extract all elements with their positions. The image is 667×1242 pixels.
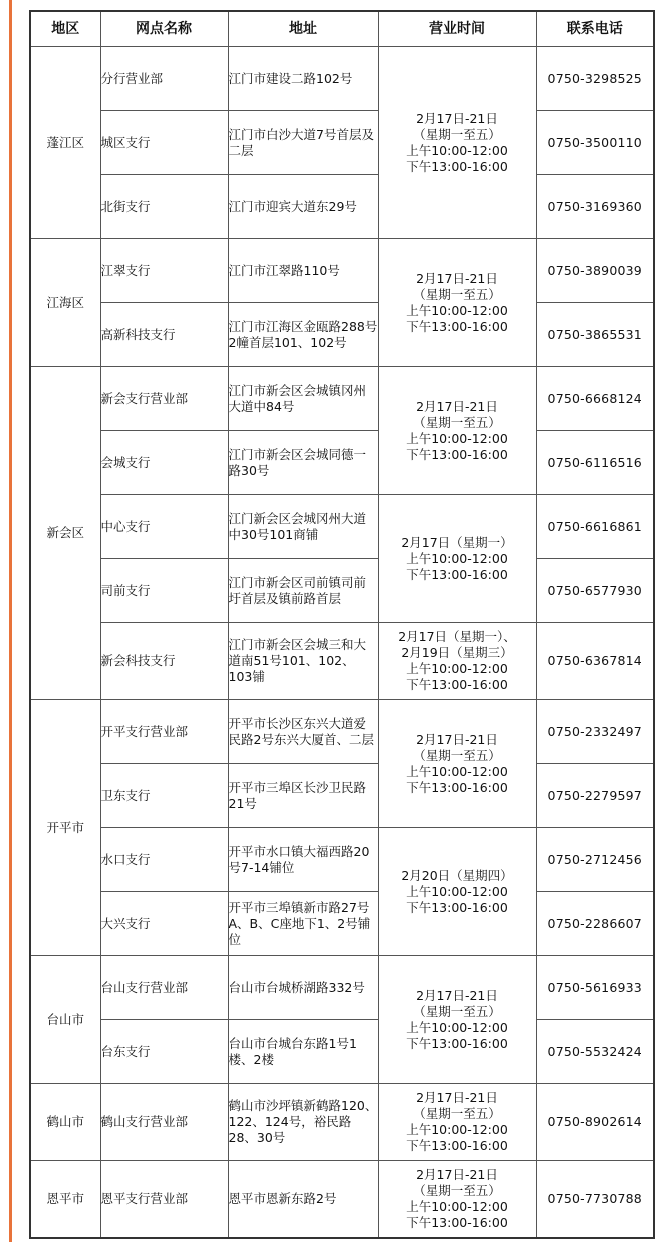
phone-number: 0750-5616933 [536, 956, 654, 1020]
branch-address: 江门市白沙大道7号首层及二层 [228, 111, 378, 175]
region-cell: 蓬江区 [30, 47, 100, 239]
header-region: 地区 [30, 11, 100, 47]
accent-bar [9, 0, 12, 1242]
table-row [30, 111, 654, 175]
branch-name: 中心支行 [100, 495, 228, 559]
phone-number: 0750-5532424 [536, 1020, 654, 1084]
business-hours: 2月17日（星期一）、 2月19日（星期三） 上午10:00-12:00 下午13:00-16:00 [378, 623, 536, 700]
branch-name: 台东支行 [100, 1020, 228, 1084]
branch-address: 江门市迎宾大道东29号 [228, 175, 378, 239]
phone-number: 0750-6116516 [536, 431, 654, 495]
phone-number: 0750-3500110 [536, 111, 654, 175]
phone-number: 0750-6577930 [536, 559, 654, 623]
branch-name: 高新科技支行 [100, 303, 228, 367]
branch-address: 开平市三埠镇新市路27号A、B、C座地下1、2号铺位 [228, 892, 378, 956]
branch-address: 开平市长沙区东兴大道爱民路2号东兴大厦首、二层 [228, 700, 378, 764]
region-cell: 开平市 [30, 700, 100, 956]
phone-number: 0750-2279597 [536, 764, 654, 828]
branch-name: 新会科技支行 [100, 623, 228, 700]
branch-name: 鹤山支行营业部 [100, 1084, 228, 1161]
phone-number: 0750-2286607 [536, 892, 654, 956]
branch-hours-table [29, 10, 655, 1239]
phone-number: 0750-7730788 [536, 1161, 654, 1239]
branch-address: 台山市台城台东路1号1楼、2楼 [228, 1020, 378, 1084]
branch-name: 北街支行 [100, 175, 228, 239]
business-hours: 2月17日-21日 （星期一至五） 上午10:00-12:00 下午13:00-16:00 [378, 239, 536, 367]
business-hours: 2月17日-21日 （星期一至五） 上午10:00-12:00 下午13:00-16:00 [378, 47, 536, 239]
business-hours: 2月17日-21日 （星期一至五） 上午10:00-12:00 下午13:00-16:00 [378, 700, 536, 828]
table-row [30, 1020, 654, 1084]
branch-name: 卫东支行 [100, 764, 228, 828]
phone-number: 0750-8902614 [536, 1084, 654, 1161]
branch-address: 江门市新会区司前镇司前圩首层及镇前路首层 [228, 559, 378, 623]
branch-address: 江门市新会区会城同德一路30号 [228, 431, 378, 495]
table-row [30, 175, 654, 239]
business-hours: 2月17日-21日 （星期一至五） 上午10:00-12:00 下午13:00-16:00 [378, 1161, 536, 1239]
table-row [30, 623, 654, 700]
branch-name: 会城支行 [100, 431, 228, 495]
region-cell: 江海区 [30, 239, 100, 367]
branch-address: 江门市新会区会城镇冈州大道中84号 [228, 367, 378, 431]
table-row [30, 303, 654, 367]
branch-name: 分行营业部 [100, 47, 228, 111]
header-phone: 联系电话 [536, 11, 654, 47]
table-row [30, 559, 654, 623]
branch-address: 江门市建设二路102号 [228, 47, 378, 111]
table-row [30, 828, 654, 892]
branch-name: 台山支行营业部 [100, 956, 228, 1020]
branch-address: 台山市台城桥湖路332号 [228, 956, 378, 1020]
branch-address: 鹤山市沙坪镇新鹤路120、122、124号，裕民路28、30号 [228, 1084, 378, 1161]
table-row [30, 431, 654, 495]
business-hours: 2月17日-21日 （星期一至五） 上午10:00-12:00 下午13:00-16:00 [378, 956, 536, 1084]
phone-number: 0750-6616861 [536, 495, 654, 559]
table-row [30, 1161, 654, 1239]
region-cell: 台山市 [30, 956, 100, 1084]
business-hours: 2月17日-21日 （星期一至五） 上午10:00-12:00 下午13:00-16:00 [378, 367, 536, 495]
phone-number: 0750-3865531 [536, 303, 654, 367]
business-hours: 2月20日（星期四） 上午10:00-12:00 下午13:00-16:00 [378, 828, 536, 956]
branch-address: 江门市新会区会城三和大道南51号101、102、103铺 [228, 623, 378, 700]
table-row [30, 956, 654, 1020]
table-row [30, 495, 654, 559]
phone-number: 0750-3169360 [536, 175, 654, 239]
phone-number: 0750-6367814 [536, 623, 654, 700]
branch-name: 恩平支行营业部 [100, 1161, 228, 1239]
branch-address: 开平市三埠区长沙卫民路21号 [228, 764, 378, 828]
branch-name: 大兴支行 [100, 892, 228, 956]
header-row [30, 11, 654, 47]
branch-name: 司前支行 [100, 559, 228, 623]
table-row [30, 700, 654, 764]
phone-number: 0750-6668124 [536, 367, 654, 431]
phone-number: 0750-2332497 [536, 700, 654, 764]
branch-address: 恩平市恩新东路2号 [228, 1161, 378, 1239]
header-address: 地址 [228, 11, 378, 47]
phone-number: 0750-3890039 [536, 239, 654, 303]
phone-number: 0750-3298525 [536, 47, 654, 111]
region-cell: 恩平市 [30, 1161, 100, 1239]
branch-name: 城区支行 [100, 111, 228, 175]
branch-name: 新会支行营业部 [100, 367, 228, 431]
business-hours: 2月17日（星期一） 上午10:00-12:00 下午13:00-16:00 [378, 495, 536, 623]
header-branch-name: 网点名称 [100, 11, 228, 47]
branch-address: 开平市水口镇大福西路20号7-14铺位 [228, 828, 378, 892]
phone-number: 0750-2712456 [536, 828, 654, 892]
table-row [30, 764, 654, 828]
branch-name: 开平支行营业部 [100, 700, 228, 764]
branch-address: 江门新会区会城冈州大道中30号101商铺 [228, 495, 378, 559]
branch-name: 江翠支行 [100, 239, 228, 303]
table-row [30, 1084, 654, 1161]
table-row [30, 892, 654, 956]
table-row [30, 47, 654, 111]
branch-address: 江门市江翠路110号 [228, 239, 378, 303]
header-hours: 营业时间 [378, 11, 536, 47]
branch-address: 江门市江海区金瓯路288号2幢首层101、102号 [228, 303, 378, 367]
table-row [30, 367, 654, 431]
business-hours: 2月17日-21日 （星期一至五） 上午10:00-12:00 下午13:00-16:00 [378, 1084, 536, 1161]
table-row [30, 239, 654, 303]
region-cell: 鹤山市 [30, 1084, 100, 1161]
branch-name: 水口支行 [100, 828, 228, 892]
region-cell: 新会区 [30, 367, 100, 700]
